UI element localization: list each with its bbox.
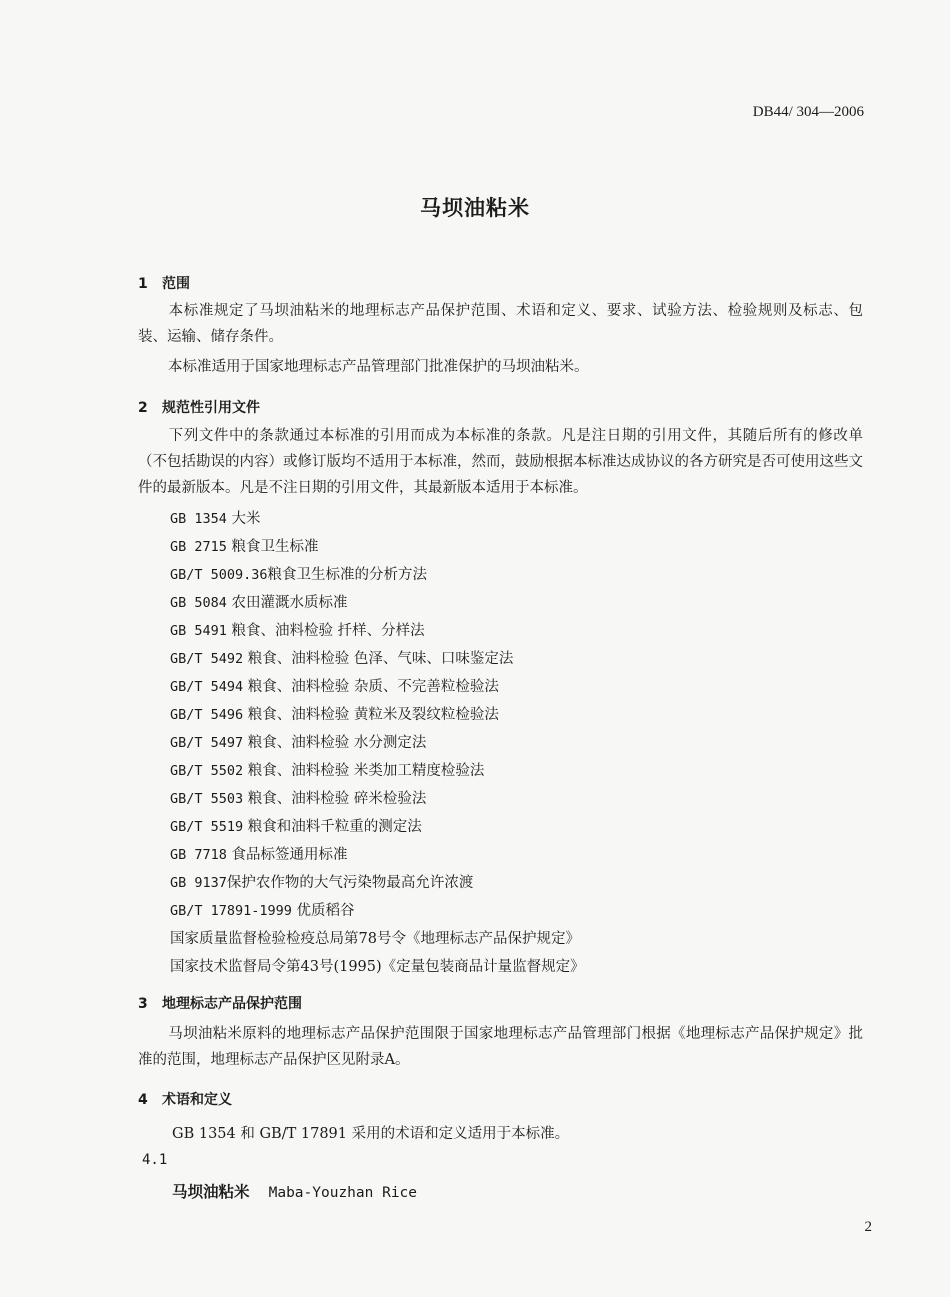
section-1-heading bbox=[138, 273, 190, 293]
reference-code: GB 9137 bbox=[170, 875, 227, 891]
reference-code: GB/T 5009.36 bbox=[170, 567, 268, 583]
section-number: 2 bbox=[138, 400, 148, 416]
reference-item bbox=[170, 675, 499, 696]
reference-item bbox=[170, 703, 499, 724]
reference-code: GB/T 5502 bbox=[170, 763, 244, 779]
section-3-heading bbox=[138, 993, 302, 1013]
reference-code: GB/T 5519 bbox=[170, 819, 244, 835]
reference-code: GB 7718 bbox=[170, 847, 227, 863]
subsection-number: 4.1 bbox=[142, 1152, 168, 1168]
reference-item bbox=[170, 787, 426, 808]
reference-item bbox=[170, 759, 484, 780]
page-title: 马坝油粘米 bbox=[420, 196, 530, 220]
reference-code: GB/T 5503 bbox=[170, 791, 244, 807]
section-2-heading bbox=[138, 397, 260, 417]
reference-title: 国家技术监督局令第43号(1995)《定量包装商品计量监督规定》 bbox=[170, 959, 585, 975]
reference-title: 农田灌溉水质标准 bbox=[226, 595, 348, 611]
reference-code: GB/T 5497 bbox=[170, 735, 244, 751]
reference-item bbox=[170, 647, 513, 668]
reference-item bbox=[170, 535, 319, 556]
section-number: 4 bbox=[138, 1092, 148, 1108]
section-3-paragraph: 马坝油粘米原料的地理标志产品保护范围限于国家地理标志产品管理部门根据《地理标志产品保护规定》批准的范围，地理标志产品保护区见附录A。 bbox=[138, 1026, 863, 1068]
reference-code: GB/T 17891-1999 bbox=[170, 903, 292, 919]
reference-item bbox=[170, 927, 580, 948]
section-title: 地理标志产品保护范围 bbox=[162, 996, 302, 1012]
term-english: Maba-Youzhan Rice bbox=[268, 1185, 418, 1201]
document-number: DB44/ 304—2006 bbox=[752, 104, 864, 120]
reference-item bbox=[170, 619, 425, 640]
page-number: 2 bbox=[864, 1219, 872, 1235]
section-4-heading bbox=[138, 1089, 232, 1109]
reference-item bbox=[170, 899, 355, 920]
reference-title: 食品标签通用标准 bbox=[226, 847, 348, 863]
reference-title: 粮食、油料检验 色泽、气味、口味鉴定法 bbox=[243, 651, 514, 667]
section-title: 术语和定义 bbox=[162, 1092, 232, 1108]
reference-title: 粮食、油料检验 碎米检验法 bbox=[243, 791, 427, 807]
reference-title: 粮食、油料检验 扦样、分样法 bbox=[226, 623, 425, 639]
reference-title: 粮食、油料检验 水分测定法 bbox=[243, 735, 427, 751]
term-entry bbox=[172, 1180, 417, 1202]
reference-item bbox=[170, 843, 348, 864]
section-1-paragraph-2: 本标准适用于国家地理标志产品管理部门批准保护的马坝油粘米。 bbox=[168, 359, 589, 375]
section-number: 1 bbox=[138, 276, 148, 292]
reference-title: 粮食、油料检验 杂质、不完善粒检验法 bbox=[243, 679, 499, 695]
reference-title: 粮食卫生标准 bbox=[226, 539, 319, 555]
term-chinese: 马坝油粘米 bbox=[172, 1183, 250, 1201]
reference-code: GB/T 5492 bbox=[170, 651, 244, 667]
reference-item bbox=[170, 871, 473, 892]
reference-code: GB 5084 bbox=[170, 595, 227, 611]
reference-code: GB 2715 bbox=[170, 539, 227, 555]
section-2-paragraph: 下列文件中的条款通过本标准的引用而成为本标准的条款。凡是注日期的引用文件，其随后所有的修改单（不包括勘误的内容）或修订版均不适用于本标准，然而，鼓励根据本标准达成协议的各方研究是否可使用这些文件的最新版本。凡是不注日期的引用文件，其最新版本适用于本标准。 bbox=[138, 428, 863, 496]
reference-code: GB/T 5494 bbox=[170, 679, 244, 695]
reference-item bbox=[170, 731, 426, 752]
reference-title: 保护农作物的大气污染物最高允许浓渡 bbox=[226, 875, 474, 891]
reference-title: 粮食、油料检验 黄粒米及裂纹粒检验法 bbox=[243, 707, 499, 723]
reference-item bbox=[170, 507, 261, 528]
reference-code: GB/T 5496 bbox=[170, 707, 244, 723]
reference-item bbox=[170, 591, 348, 612]
section-title: 范围 bbox=[162, 276, 190, 292]
section-number: 3 bbox=[138, 996, 148, 1012]
reference-title: 粮食和油料千粒重的测定法 bbox=[243, 819, 422, 835]
reference-title: 粮食、油料检验 米类加工精度检验法 bbox=[243, 763, 485, 779]
reference-code: GB 1354 bbox=[170, 511, 227, 527]
reference-code: GB 5491 bbox=[170, 623, 227, 639]
section-4-paragraph: GB 1354 和 GB/T 17891 采用的术语和定义适用于本标准。 bbox=[172, 1126, 570, 1142]
reference-title: 优质稻谷 bbox=[291, 903, 355, 919]
reference-title: 国家质量监督检验检疫总局第78号令《地理标志产品保护规定》 bbox=[170, 931, 580, 947]
reference-item bbox=[170, 955, 585, 976]
section-title: 规范性引用文件 bbox=[162, 400, 260, 416]
reference-item bbox=[170, 563, 427, 584]
reference-title: 粮食卫生标准的分析方法 bbox=[267, 567, 428, 583]
reference-item bbox=[170, 815, 422, 836]
reference-title: 大米 bbox=[226, 511, 261, 527]
section-1-paragraph-1: 本标准规定了马坝油粘米的地理标志产品保护范围、术语和定义、要求、试验方法、检验规则及标志、包装、运输、储存条件。 bbox=[138, 303, 863, 345]
